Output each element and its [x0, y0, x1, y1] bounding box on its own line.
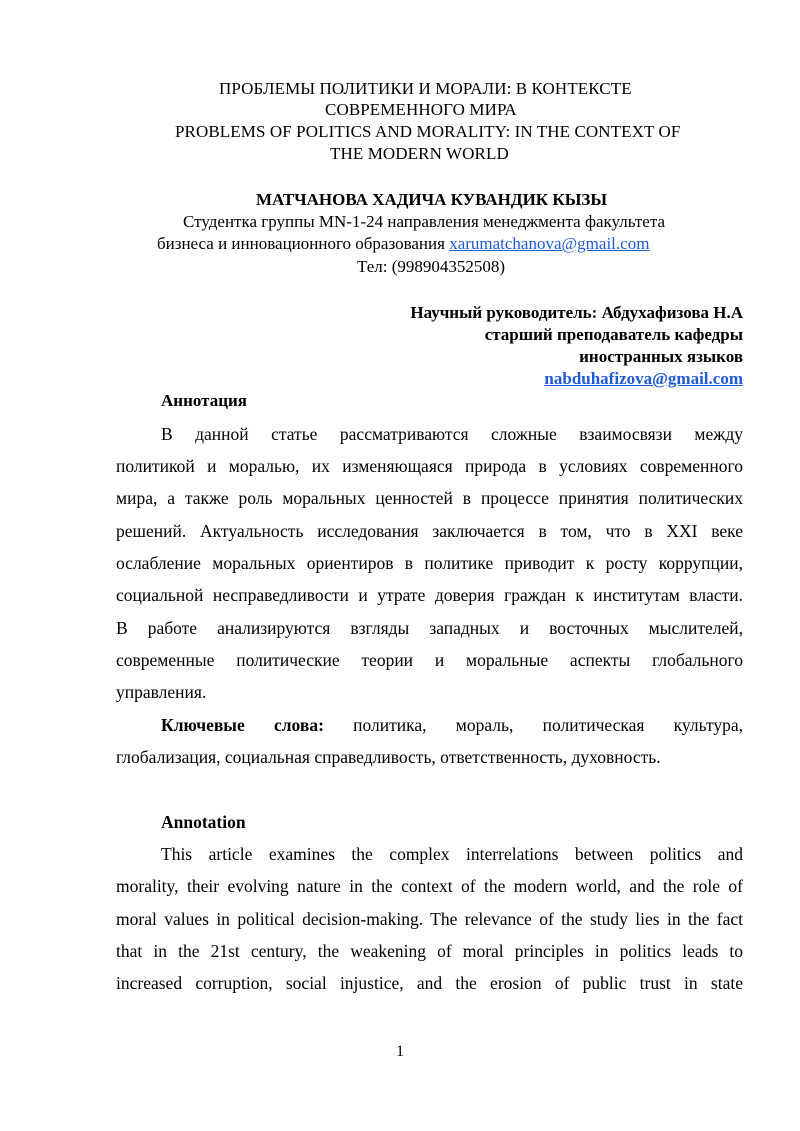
annotation-en-line-3: moral values in political decision-making. The relevance of the study lies in the fact: [116, 909, 743, 929]
title-en-line-2: THE MODERN WORLD: [330, 144, 509, 163]
annotation-en-line-1: This article examines the complex interrelations between politics and: [161, 844, 743, 864]
keywords-ru-line-1: [161, 709, 743, 742]
author-affiliation-line-1: Студентка группы MN-1-24 направления менеджмента факультета: [183, 212, 666, 231]
annotation-ru-line-2: политикой и моралью, их изменяющаяся природа в условиях современного: [116, 456, 743, 476]
annotation-en-heading: Annotation: [161, 812, 246, 832]
title-ru-line-1: ПРОБЛЕМЫ ПОЛИТИКИ И МОРАЛИ: В КОНТЕКСТЕ: [219, 79, 632, 98]
author-phone: Тел: (998904352508): [357, 257, 506, 276]
supervisor-email-link[interactable]: nabduhafizova@gmail.com: [544, 369, 743, 388]
annotation-ru-line-9: управления.: [116, 682, 207, 702]
annotation-ru-line-7: В работе анализируются взгляды западных и восточных мыслителей,: [116, 618, 743, 638]
author-name: МАТЧАНОВА ХАДИЧА КУВАНДИК КЫЗЫ: [256, 190, 608, 209]
keywords-label: Ключевые слова:: [161, 715, 324, 735]
annotation-en-line-4: that in the 21st century, the weakening of moral principles in politics leads to: [116, 941, 743, 961]
annotation-ru-heading: Аннотация: [161, 391, 247, 410]
keywords-text: политика, мораль, политическая культура,: [353, 715, 744, 735]
title-en-line-1: PROBLEMS OF POLITICS AND MORALITY: IN THE CONTEXT OF: [175, 122, 681, 141]
annotation-en-line-5: increased corruption, social injustice, and the erosion of public trust in state: [116, 973, 743, 993]
annotation-en-line-2: morality, their evolving nature in the context of the modern world, and the role of: [116, 876, 743, 896]
page-number: 1: [396, 1043, 404, 1060]
title-ru-line-2: СОВРЕМЕННОГО МИРА: [325, 100, 517, 119]
supervisor-line-1: Научный руководитель: Абдухафизова Н.А: [410, 303, 743, 322]
author-affiliation-text: бизнеса и инновационного образования: [157, 234, 450, 253]
supervisor-line-2: старший преподаватель кафедры: [484, 325, 743, 344]
annotation-ru-line-8: современные политические теории и моральные аспекты глобального: [116, 650, 743, 670]
keywords-ru-line-2: глобализация, социальная справедливость, ответственность, духовность.: [116, 747, 661, 767]
annotation-ru-line-1: В данной статье рассматриваются сложные взаимосвязи между: [161, 424, 743, 444]
annotation-ru-line-4: решений. Актуальность исследования заключается в том, что в XXI веке: [116, 521, 743, 541]
annotation-ru-line-5: ослабление моральных ориентиров в политике приводит к росту коррупции,: [116, 553, 743, 573]
author-affiliation-line-2: [157, 233, 649, 255]
annotation-ru-line-6: социальной несправедливости и утрате доверия граждан к институтам власти.: [116, 585, 743, 605]
supervisor-line-3: иностранных языков: [579, 347, 743, 366]
annotation-ru-line-3: мира, а также роль моральных ценностей в процессе принятия политических: [116, 488, 743, 508]
author-email-link[interactable]: xarumatchanova@gmail.com: [449, 234, 650, 253]
